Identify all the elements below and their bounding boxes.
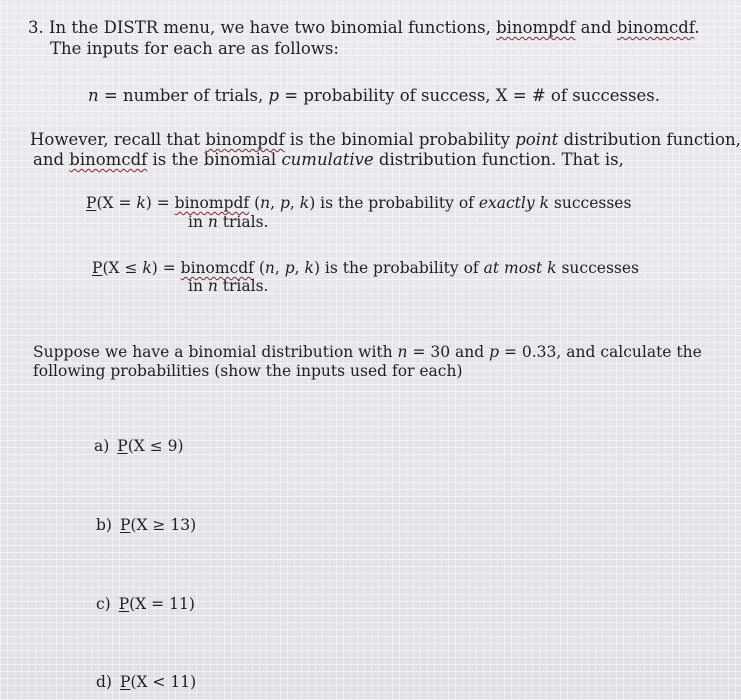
definition-pdf-line2: in n trials.	[188, 213, 269, 231]
part-expression: (X = 11)	[129, 595, 195, 613]
suppose-line1: Suppose we have a binomial distribution with n = 30 and p = 0.33, and calculate the	[33, 343, 702, 361]
part-a: a) P(X ≤ 9)	[94, 437, 184, 455]
part-b: b) P(X ≥ 13)	[96, 516, 197, 534]
part-label: c)	[96, 595, 111, 613]
question-header-line2: The inputs for each are as follows:	[50, 39, 339, 58]
suppose-line2: following probabilities (show the inputs used for each)	[33, 362, 463, 380]
inputs-definition: n = number of trials, p = probability of success, X = # of successes.	[88, 86, 660, 105]
however-line2: and binomcdf is the binomial cumulative distribution function. That is,	[33, 150, 624, 169]
binompdf-term: binompdf	[496, 18, 576, 37]
binomcdf-term: binomcdf	[616, 18, 695, 37]
part-label: a)	[94, 437, 110, 455]
definition-cdf-line2: in n trials.	[188, 277, 269, 295]
definition-pdf: P(X = k) = binompdf (n, p, k) is the probability of exactly k successes	[86, 194, 632, 212]
part-label: b)	[96, 516, 112, 534]
part-label: d)	[96, 673, 112, 691]
question-number: 3.	[28, 18, 44, 37]
question-header-line1: 3. In the DISTR menu, we have two binomial functions, binompdf and binomcdf.	[28, 18, 700, 37]
part-expression: (X < 11)	[130, 673, 197, 691]
part-expression: (X ≥ 13)	[130, 516, 197, 534]
definition-cdf: P(X ≤ k) = binomcdf (n, p, k) is the probability of at most k successes	[92, 259, 639, 277]
part-d: d) P(X < 11)	[96, 673, 197, 691]
part-c: c) P(X = 11)	[96, 595, 195, 613]
however-line1: However, recall that binompdf is the binomial probability point distribution function,	[30, 130, 741, 149]
part-expression: (X ≤ 9)	[127, 437, 184, 455]
